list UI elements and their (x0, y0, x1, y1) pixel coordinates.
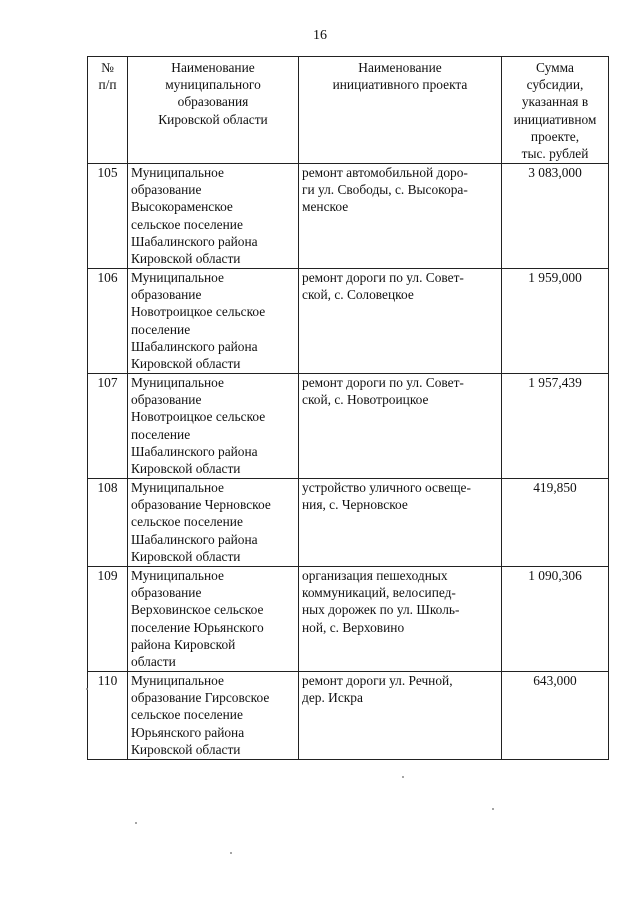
row-municipality: Муниципальное образование Новотроицкое сельское поселение Шабалинского района Кировской области (128, 269, 299, 374)
table-row (88, 567, 609, 672)
table-row (88, 269, 609, 374)
row-amount: 643,000 (502, 672, 609, 760)
scan-speck (402, 776, 404, 778)
row-municipality: Муниципальное образование Гирсовское сельское поселение Юрьянского района Кировской области (128, 672, 299, 760)
row-amount: 1 959,000 (502, 269, 609, 374)
table-header-row (88, 57, 609, 164)
row-project: устройство уличного освеще- ния, с. Черновское (299, 479, 502, 567)
row-number: 107 (88, 374, 128, 479)
row-number: 105 (88, 164, 128, 269)
header-municipality: Наименование муниципального образования Кировской области (128, 57, 299, 164)
subsidy-table (87, 56, 609, 760)
row-municipality: Муниципальное образование Черновское сельское поселение Шабалинского района Кировской области (128, 479, 299, 567)
row-amount: 419,850 (502, 479, 609, 567)
page-number: 16 (313, 28, 327, 43)
row-project: ремонт дороги по ул. Совет- ской, с. Новотроицкое (299, 374, 502, 479)
row-number: 106 (88, 269, 128, 374)
row-amount: 3 083,000 (502, 164, 609, 269)
header-amount: Сумма субсидии, указанная в инициативном проекте, тыс. рублей (502, 57, 609, 164)
row-municipality: Муниципальное образование Верховинское сельское поселение Юрьянского района Кировской области (128, 567, 299, 672)
row-number: 108 (88, 479, 128, 567)
scan-speck (135, 822, 137, 824)
table-row (88, 479, 609, 567)
row-amount: 1 090,306 (502, 567, 609, 672)
row-municipality: Муниципальное образование Новотроицкое сельское поселение Шабалинского района Кировской области (128, 374, 299, 479)
scan-speck (492, 808, 494, 810)
row-project: организация пешеходных коммуникаций, велосипед- ных дорожек по ул. Школь- ной, с. Верховино (299, 567, 502, 672)
row-project: ремонт дороги по ул. Совет- ской, с. Соловецкое (299, 269, 502, 374)
table-row (88, 374, 609, 479)
row-amount: 1 957,439 (502, 374, 609, 479)
row-project: ремонт дороги ул. Речной, дер. Искра (299, 672, 502, 760)
row-number: 110 (88, 672, 128, 760)
table-row (88, 164, 609, 269)
scan-speck (230, 852, 232, 854)
header-number: № п/п (88, 57, 128, 164)
scan-speck (86, 688, 88, 690)
row-number: 109 (88, 567, 128, 672)
row-project: ремонт автомобильной доро- ги ул. Свободы, с. Высокора- менское (299, 164, 502, 269)
row-municipality: Муниципальное образование Высокораменское сельское поселение Шабалинского района Кировской области (128, 164, 299, 269)
table-row (88, 672, 609, 760)
header-project: Наименование инициативного проекта (299, 57, 502, 164)
